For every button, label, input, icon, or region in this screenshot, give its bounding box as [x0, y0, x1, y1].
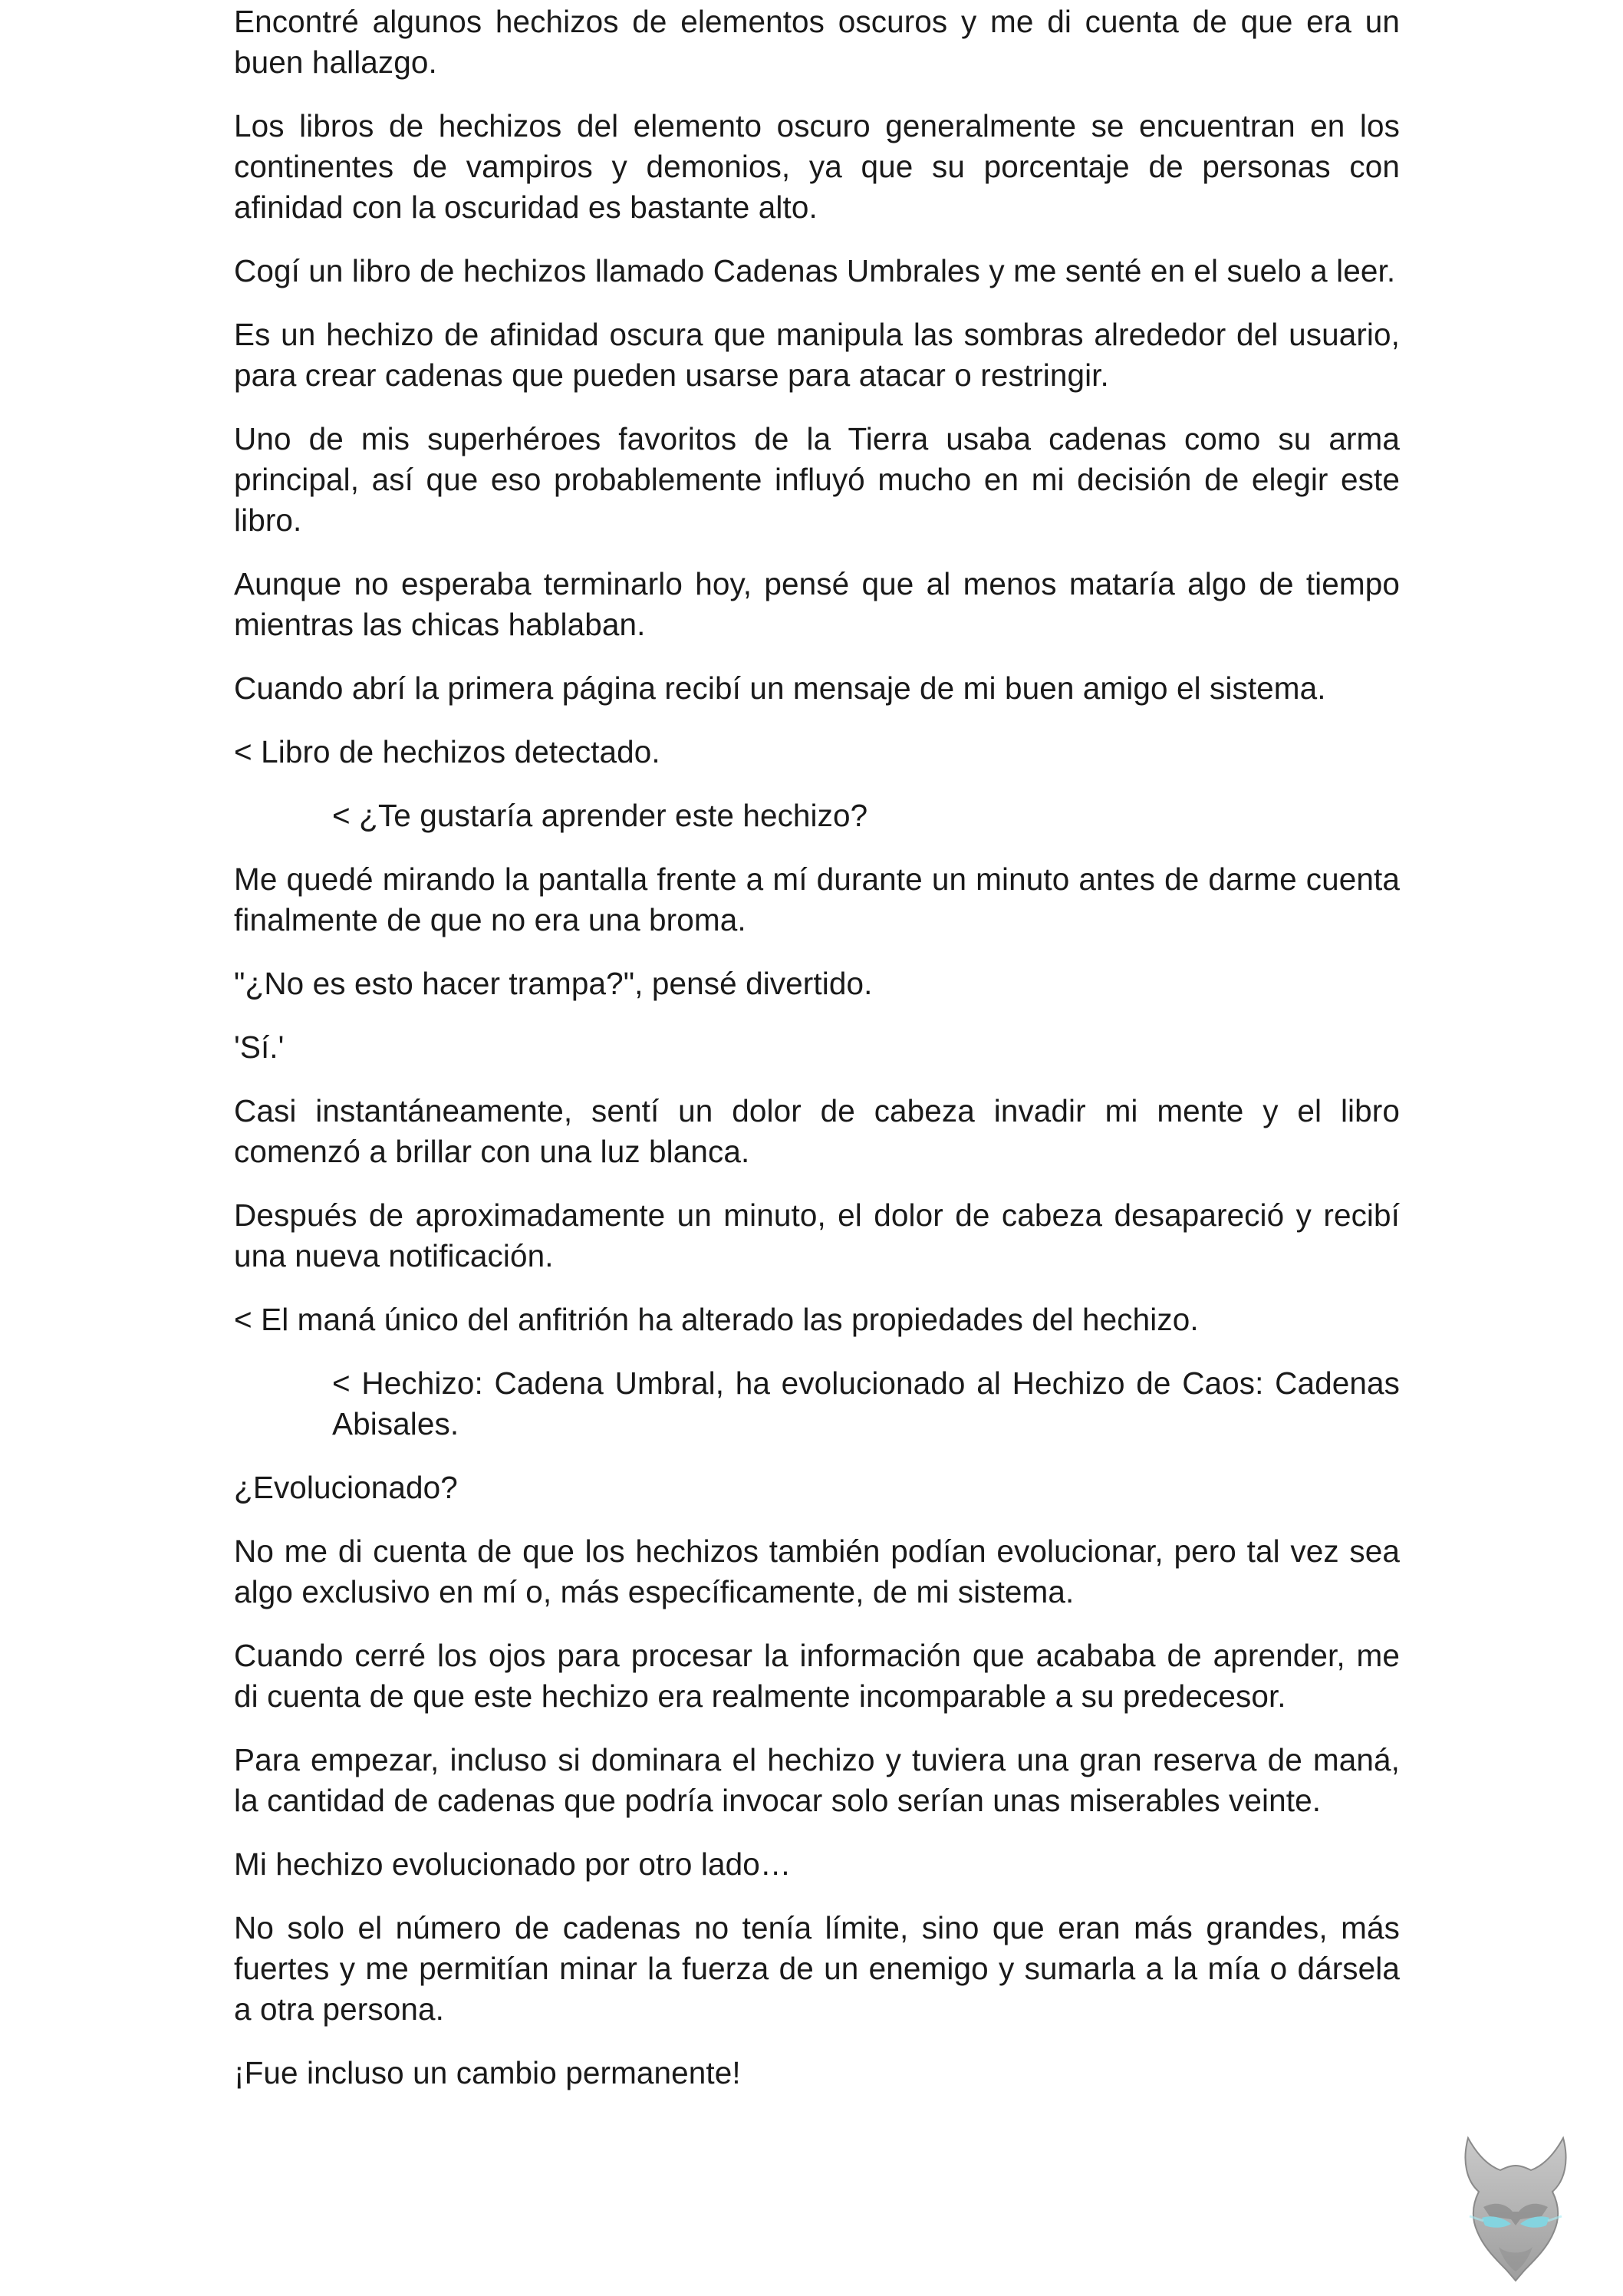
dialogue-line: "¿No es esto hacer trampa?", pensé divertido.	[234, 966, 873, 1001]
paragraph: No me di cuenta de que los hechizos también podían evolucionar, pero tal vez sea algo exclusivo en mí o, más específicamente, de mi sistema.	[234, 1533, 1400, 1609]
paragraph: Uno de mis superhéroes favoritos de la Tierra usaba cadenas como su arma principal, así que eso probablemente influyó mucho en mi decisión de elegir este libro.	[234, 421, 1400, 538]
paragraph: Aunque no esperaba terminarlo hoy, pensé que al menos mataría algo de tiempo mientras las chicas hablaban.	[234, 566, 1400, 642]
system-message: < El maná único del anfitrión ha alterado las propiedades del hechizo.	[234, 1302, 1199, 1337]
demon-head-icon	[1439, 2124, 1592, 2285]
paragraph: Para empezar, incluso si dominara el hechizo y tuviera una gran reserva de maná, la cantidad de cadenas que podría invocar solo serían unas miserables veinte.	[234, 1742, 1400, 1818]
paragraph: Los libros de hechizos del elemento oscuro generalmente se encuentran en los continentes de vampiros y demonios, ya que su porcentaje de personas con afinidad con la oscuridad es bastante alto.	[234, 108, 1400, 225]
system-message-indented: < ¿Te gustaría aprender este hechizo?	[332, 798, 868, 833]
paragraph: Me quedé mirando la pantalla frente a mí durante un minuto antes de darme cuenta finalmente de que no era una broma.	[234, 861, 1400, 937]
paragraph: Mi hechizo evolucionado por otro lado…	[234, 1846, 792, 1882]
paragraph: ¿Evolucionado?	[234, 1470, 458, 1505]
system-message: < Libro de hechizos detectado.	[234, 734, 660, 769]
paragraph: Cogí un libro de hechizos llamado Cadenas Umbrales y me senté en el suelo a leer.	[234, 253, 1396, 288]
watermark-logo	[1439, 2124, 1592, 2285]
system-message-indented: < Hechizo: Cadena Umbral, ha evolucionado al Hechizo de Caos: Cadenas Abisales.	[332, 1365, 1400, 1441]
paragraph: Encontré algunos hechizos de elementos oscuros y me di cuenta de que era un buen hallazgo.	[234, 4, 1400, 80]
paragraph: Cuando abrí la primera página recibí un mensaje de mi buen amigo el sistema.	[234, 670, 1326, 706]
paragraph: No solo el número de cadenas no tenía límite, sino que eran más grandes, más fuertes y me permitían minar la fuerza de un enemigo y sumarla a la mía o dársela a otra persona.	[234, 1910, 1400, 2027]
document-page	[234, 0, 1400, 2116]
paragraph: ¡Fue incluso un cambio permanente!	[234, 2055, 741, 2090]
paragraph: Cuando cerré los ojos para procesar la información que acababa de aprender, me di cuenta de que este hechizo era realmente incomparable a su predecesor.	[234, 1638, 1400, 1714]
dialogue-line: 'Sí.'	[234, 1029, 285, 1065]
paragraph: Casi instantáneamente, sentí un dolor de cabeza invadir mi mente y el libro comenzó a brillar con una luz blanca.	[234, 1093, 1400, 1169]
paragraph: Después de aproximadamente un minuto, el dolor de cabeza desapareció y recibí una nueva notificación.	[234, 1197, 1400, 1273]
paragraph: Es un hechizo de afinidad oscura que manipula las sombras alrededor del usuario, para crear cadenas que pueden usarse para atacar o restringir.	[234, 317, 1400, 393]
